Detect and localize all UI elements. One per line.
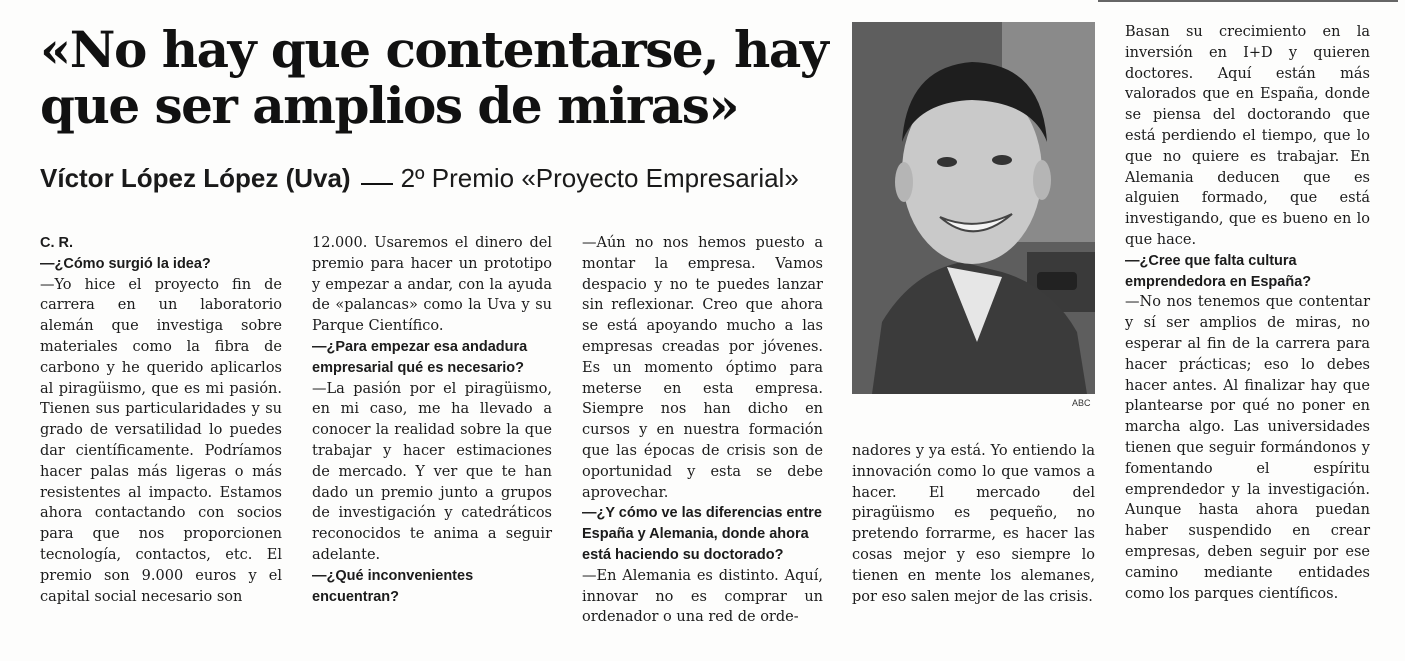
answer-1-continued: 12.000. Usaremos el dinero del premio para hacer un prototipo y empezar a andar, con la ayuda de «palancas» como la Uva y su Parque Científico. (312, 235, 552, 335)
headline (40, 22, 840, 134)
article-column-1 (40, 233, 282, 607)
answer-4-continued-2: Basan su crecimiento en la inversión en I+D y quieren doctores. Aquí están más valorados que en España, donde se piensa del doctorando que está perdiendo el tiempo, que lo que no quiere es trabajar. En Alemania deducen que es alguien formado, que está investigando, que es bueno en lo que hace. (1125, 24, 1370, 248)
answer-2: —La pasión por el piragüismo, en mi caso, me ha llevado a conocer la realidad sobre la que trabajar y hacer estimaciones de mercado. Y ver que te han dado un premio junto a grupos de investigación y catedráticos reconocidos te anima a seguir adelante. (312, 380, 552, 563)
article-column-4 (852, 441, 1095, 607)
author-initials: C. R. (40, 235, 74, 251)
question-4: —¿Y cómo ve las diferencias entre España y Alemania, donde ahora está haciendo su doctorado? (582, 505, 822, 563)
byline-award: 2º Premio «Proyecto Empresarial» (400, 163, 799, 193)
question-5: —¿Cree que falta cultura emprendedora en España? (1125, 252, 1312, 290)
portrait-photo (852, 22, 1095, 394)
byline-name: Víctor López López (Uva) (40, 163, 351, 193)
answer-1: —Yo hice el proyecto fin de carrera en un laboratorio alemán que investiga sobre materiales como la fibra de carbono y he querido aplicarlos al piragüismo, que es mi pasión. Tienen sus particularidades y su grado de versatilidad lo puedes dar científicamente. Podríamos hacer palas más ligeras o más resistentes al impacto. Estamos ahora contactando con socios para que nos proporcionen tecnología, contactos, etc. El premio son 9.000 euros y el capital social necesario son (40, 276, 282, 605)
article-column-3 (582, 233, 823, 628)
headline-line-2: que ser amplios de miras» (40, 76, 739, 135)
portrait-illustration (852, 22, 1095, 394)
headline-line-1: «No hay que contentarse, hay (40, 20, 828, 79)
photo-credit: ABC (1072, 398, 1091, 408)
answer-4: —En Alemania es distinto. Aquí, innovar no es comprar un ordenador o una red de orde- (582, 567, 823, 626)
article-column-2 (312, 233, 552, 607)
top-rule (1098, 0, 1398, 2)
question-1: —¿Cómo surgió la idea? (40, 255, 211, 272)
answer-3: —Aún no nos hemos puesto a montar la empresa. Vamos despacio y no te puedes lanzar sin reflexionar. Creo que ahora se está apoyando mucho a las empresas creadas por jóvenes. Es un momento óptimo para meterse en esta empresa. Siempre nos han dicho en cursos y en nuestra formación que las épocas de crisis son de oportunidad y esta se debe aprovechar. (582, 235, 823, 501)
byline-separator (361, 183, 393, 185)
question-2: —¿Para empezar esa andadura empresarial qué es necesario? (312, 338, 528, 376)
question-3: —¿Qué inconvenientes encuentran? (312, 567, 474, 605)
byline (40, 163, 840, 194)
answer-5: —No nos tenemos que contentar y sí ser amplios de miras, no esperar al fin de la carrera para hacer prácticas; eso lo debes hacer antes. Al finalizar hay que plantearse por qué no poner en marcha algo. Las universidades tienen que seguir formándonos y fomentando el espíritu emprendedor y la investigación. Aunque hasta ahora puedan haber suspendido en crear empresas, deben seguir por ese camino mediante entidades como los parques científicos. (1125, 294, 1370, 602)
answer-4-continued: nadores y ya está. Yo entiendo la innovación como lo que vamos a hacer. El mercado del piragüismo es pequeño, no pretendo forrarme, es hacer las cosas mejor y eso siempre lo tienen en mente los alemanes, por eso salen mejor de las crisis. (852, 443, 1095, 605)
article-column-5 (1125, 22, 1370, 604)
